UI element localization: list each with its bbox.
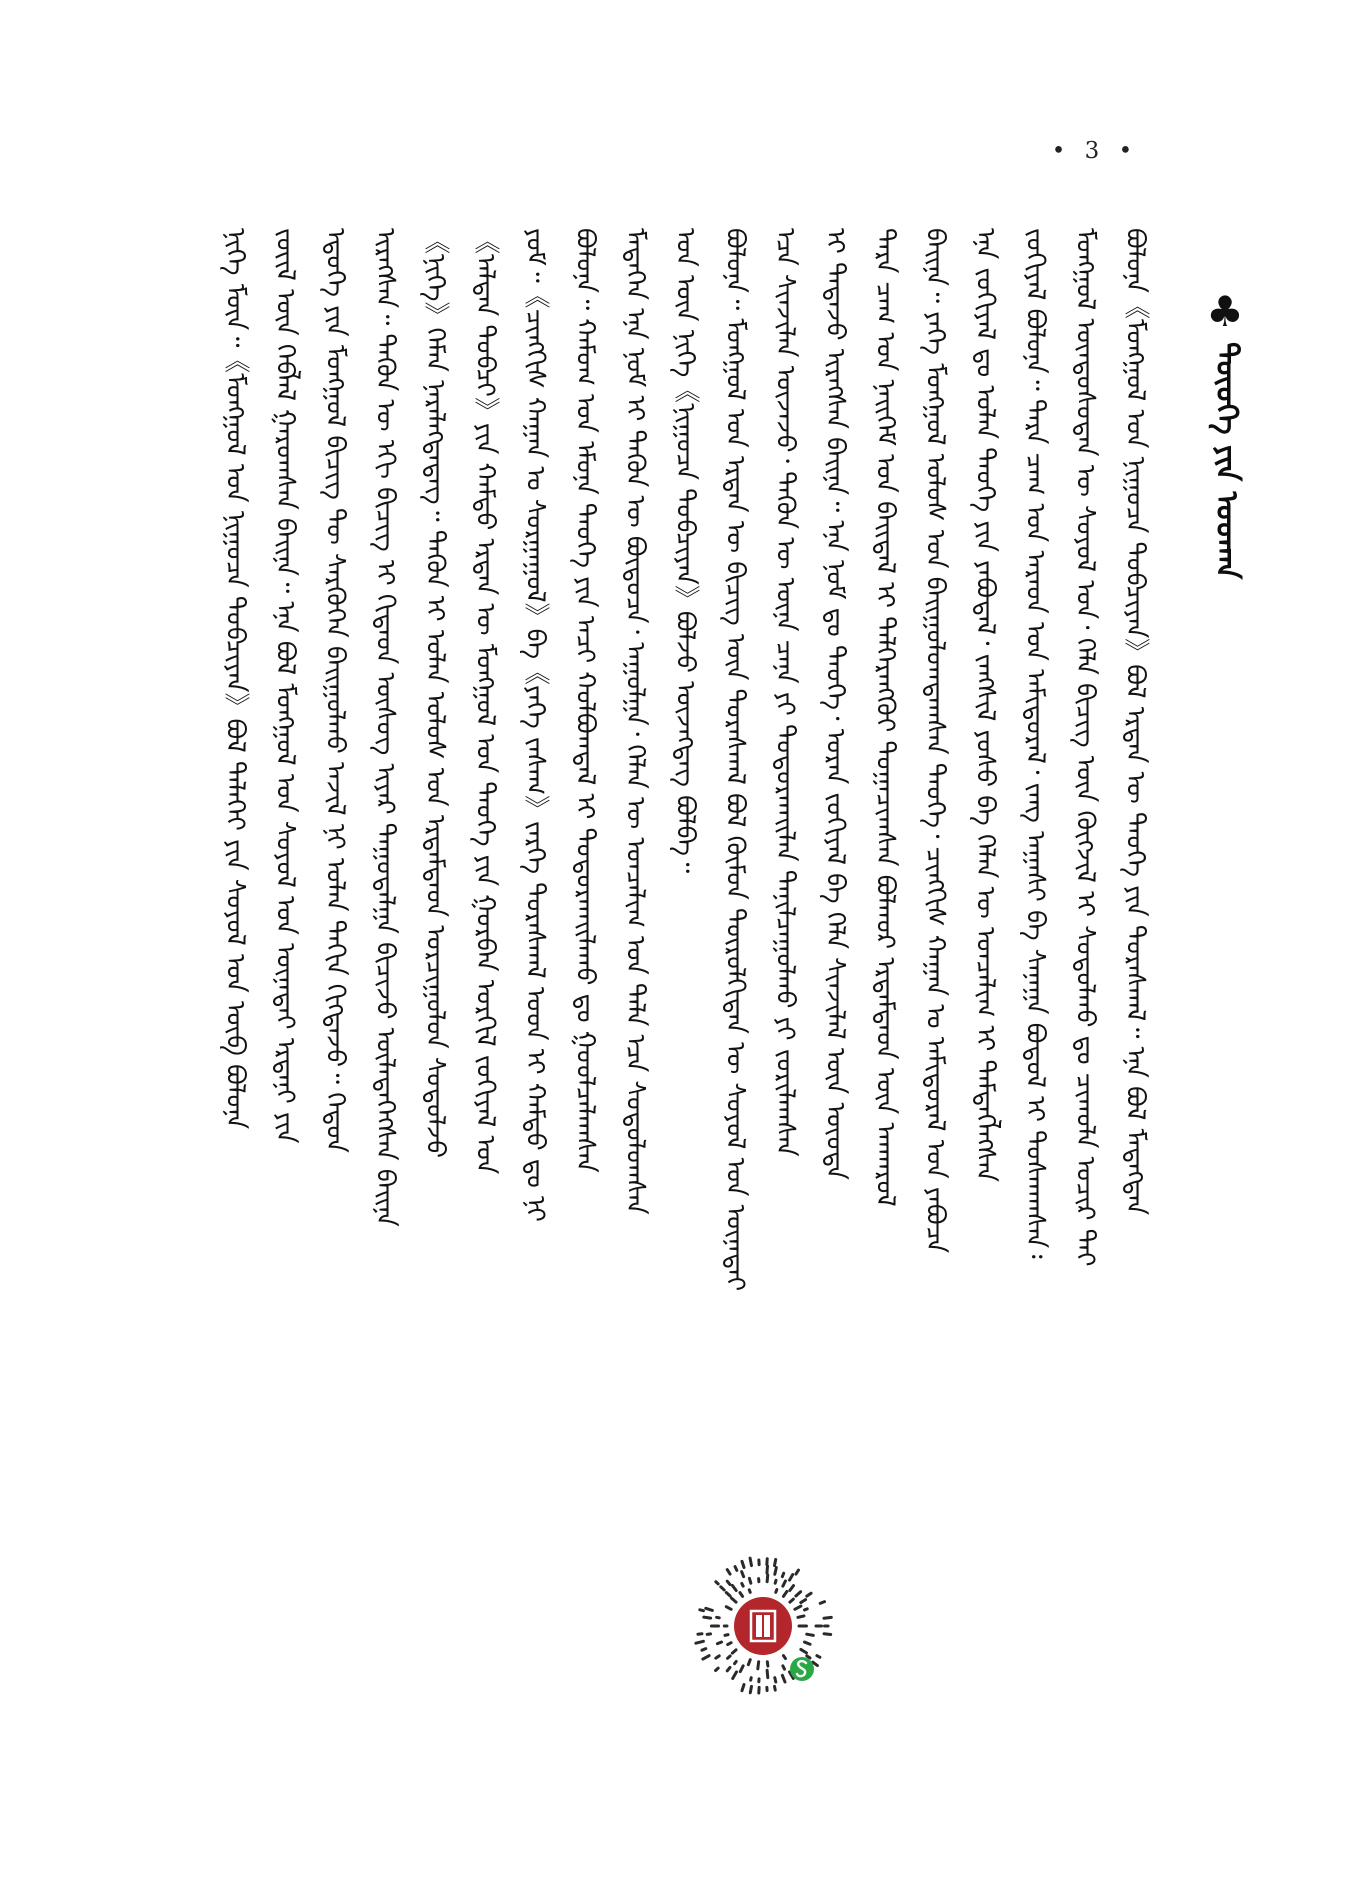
code-dash <box>783 1666 785 1669</box>
code-dash <box>750 1558 751 1566</box>
text-column-15: 《ᠨᠢᠭᠡ》ᠬᠡᠮᠡᠨ ᠨᠡᠷᠡᠯᠡᠭᠳᠡᠳᠡᠭ᠃ ᠲᠡᠭᠦᠨ ᠢ ᠣᠯᠠᠨ ᠤᠯᠤᠰ ᠤᠨ ᠡᠷᠳᠡᠮᠲᠡᠳ ᠣᠷᠴᠢᠭᠤᠯᠤᠨ ᠰᠤᠳᠤᠯᠵᠤ <box>420 228 450 1158</box>
code-dash <box>717 1642 721 1644</box>
section-heading: ᠲᠦᠦᠬᠡ ᠶᠢᠨ ᠤᠳᠬᠠ <box>1209 342 1244 580</box>
code-dash <box>716 1668 719 1670</box>
code-dash <box>727 1667 730 1670</box>
text-column-12: ᠪᠣᠯᠤᠨᠠ᠃ ᠬᠠᠮᠤᠭ ᠤᠨ ᠡᠮᠦᠨᠡ ᠲᠡᠦᠬᠡ ᠶᠢᠨ ᠠᠴᠢ ᠬᠣᠯᠪᠣᠭᠳᠠᠯ ᠢ ᠲᠣᠳᠣᠷᠬᠠᠢᠯᠠᠬᠤ ᠳᠤ ᠭᠣᠣᠯᠴᠠᠯᠠᠭᠰᠠᠨ <box>570 228 600 1173</box>
code-dash <box>742 1684 744 1690</box>
code-dash <box>767 1670 768 1677</box>
code-dash <box>775 1678 776 1682</box>
code-dash <box>706 1608 713 1610</box>
code-dash <box>775 1559 776 1565</box>
text-column-16: ᠢᠷᠡᠭᠰᠡᠨ᠃ ᠲᠡᠭᠦᠨ ᠦ ᠡᠬᠢ ᠪᠢᠴᠢᠭ ᠢ ᠬᠢᠳᠠᠳ ᠦᠰᠦᠭ ᠢᠶᠡᠷ ᠳᠠᠭᠤᠳᠠᠯᠭᠠ ᠪᠢᠴᠢᠵᠦ ᠦᠯᠡᠳᠡᠭᠡᠭᠰᠡᠨ ᠪᠠᠢᠨᠠ <box>370 228 400 1227</box>
code-dash <box>824 1617 831 1618</box>
code-dash <box>742 1583 743 1586</box>
text-column-10: ᠡᠳ ᠦᠨ ᠨᠢᠭᠡ《ᠨᠢᠭᠤᠴᠠ ᠲᠣᠪᠴᠢᠶᠠᠨ》ᠪᠣᠯᠵᠤ ᠦᠵᠡᠭᠳᠡᠭ ᠪᠣᠯᠪᠠ᠃ <box>670 228 700 874</box>
code-dash <box>824 1634 831 1635</box>
code-dash <box>817 1656 820 1658</box>
code-dash <box>740 1593 743 1597</box>
text-column-2: ᠮᠣᠩᠭᠣᠯ ᠦᠨᠳᠦᠰᠦᠲᠡᠨ ᠦ ᠰᠣᠶᠣᠯ ᠤᠨ᠂ ᠬᠡᠯᠡ ᠪᠢᠴᠢᠭ ᠦᠨ ᠬᠦᠭᠵᠢᠯ ᠢ ᠰᠤᠳᠤᠯᠬᠤ ᠳᠤ ᠴᠢᠬᠤᠯᠠ ᠤᠴᠢᠷ ᠲᠠᠢ <box>1070 228 1100 1267</box>
code-dash <box>704 1617 711 1618</box>
code-dash <box>749 1578 750 1583</box>
code-dash <box>700 1610 704 1611</box>
text-column-9: ᠪᠣᠯᠤᠨᠠ᠃ ᠮᠣᠩᠭᠣᠯ ᠤᠨ ᠡᠷᠲᠡᠨ ᠦ ᠪᠢᠴᠢᠭ ᠦᠨ ᠳᠤᠷᠠᠰᠬᠠᠯ ᠪᠣᠯ ᠬᠦᠮᠦᠨ ᠲᠦᠷᠦᠯᠬᠢᠲᠡᠨ ᠦ ᠰᠣᠶᠣᠯ ᠤᠨ ᠦᠨᠡᠲᠡᠢ <box>720 228 750 1292</box>
text-column-7: ᠢ ᠲᠠᠲᠠᠵᠤ ᠢᠷᠡᠭᠰᠡᠨ ᠪᠠᠢᠨᠠ᠃ ᠡᠨᠡ ᠨᠣᠮ ᠳᠤ ᠲᠡᠦᠬᠡ᠂ ᠤᠷᠠᠨ ᠵᠣᠬᠢᠶᠠᠯ ᠪᠠ ᠬᠡᠯᠡ ᠰᠢᠨᠵᠢᠯᠡᠯ ᠦᠨ ᠦᠦᠳᠡ <box>820 228 850 1180</box>
code-dash <box>735 1567 737 1571</box>
text-column-19: ᠨᠢᠭᠡ ᠮᠥᠨ᠃《ᠮᠣᠩᠭᠣᠯ ᠤᠨ ᠨᠢᠭᠤᠴᠠ ᠲᠣᠪᠴᠢᠶᠠᠨ》ᠪᠣᠯ ᠳᠡᠯᠡᠬᠡᠢ ᠶᠢᠨ ᠰᠣᠶᠣᠯ ᠤᠨ ᠥᠪ ᠪᠣᠯᠤᠨᠠ <box>220 228 250 1130</box>
code-dash <box>805 1609 808 1610</box>
code-dash <box>758 1662 759 1669</box>
code-dash <box>748 1660 750 1665</box>
text-column-4: ᠡᠨᠡ ᠵᠣᠬᠢᠶᠠᠯ ᠳᠤ ᠤᠯᠠᠨ ᠲᠡᠦᠬᠡ ᠶᠢᠨ ᠶᠠᠪᠤᠳᠠᠯ᠂ ᠵᠠᠩᠰᠢᠯ ᠶᠣᠰᠤ ᠪᠠ ᠬᠡᠯᠡᠨ ᠦ ᠣᠨᠴᠠᠯᠢᠭ ᠢ ᠲᠡᠮᠳᠡᠭᠯᠡᠭᠰᠡᠨ <box>970 228 1000 1183</box>
code-dash <box>698 1634 702 1635</box>
text-column-18: ᠵᠦᠢᠯ ᠦᠨ ᠬᠡᠪᠯᠡᠯ ᠭᠠᠷᠤᠭᠰᠠᠨ ᠪᠠᠢᠨᠠ᠃ ᠡᠨᠡ ᠪᠣᠯ ᠮᠣᠩᠭᠣᠯ ᠤᠨ ᠰᠣᠶᠣᠯ ᠤᠨ ᠦᠨᠡᠲᠡᠢ ᠡᠷᠳᠡᠨᠢ ᠶᠢᠨ <box>270 228 300 1144</box>
code-dash <box>751 1678 752 1681</box>
code-dash <box>707 1634 710 1635</box>
code-dash <box>776 1590 777 1593</box>
code-dash <box>805 1642 811 1644</box>
code-dash <box>798 1616 804 1617</box>
code-dash <box>767 1566 768 1573</box>
code-dash <box>796 1570 799 1574</box>
text-column-3: ᠵᠣᠬᠢᠶᠠᠯ ᠪᠣᠯᠤᠨᠠ᠃ ᠲᠡᠷᠡ ᠴᠠᠭ ᠤᠨ ᠠᠷᠠᠳ ᠤᠨ ᠠᠮᠢᠳᠤᠷᠠᠯ᠂ ᠵᠠᠩ ᠠᠭᠠᠰᠢ ᠪᠠ ᠰᠠᠨᠠᠭᠠ ᠪᠣᠳᠤᠯ ᠢ ᠲᠤᠰᠬᠠᠭᠰᠠᠨ᠄ <box>1020 228 1050 1259</box>
code-dash <box>749 1590 750 1593</box>
text-column-13: ᠶᠤᠮ᠃《ᠴᠢᠩᠭᠢᠰ ᠬᠠᠭᠠᠨ ᠤ ᠰᠤᠷᠭᠠᠭᠤᠯ》ᠪᠠ《ᠶᠡᠬᠡ ᠵᠠᠰᠠᠭ》ᠵᠡᠷᠭᠡ ᠳᠤᠷᠠᠰᠬᠠᠯ ᠤᠳ ᠢ ᠬᠠᠮᠲᠤ ᠳᠤ ᠨᠢ <box>520 228 550 1222</box>
code-dash <box>775 1568 777 1575</box>
code-dash <box>807 1634 814 1635</box>
code-dash <box>735 1662 737 1664</box>
text-column-1: ᠪᠣᠯᠤᠨᠠ《ᠮᠣᠩᠭᠣᠯ ᠤᠨ ᠨᠢᠭᠤᠴᠠ ᠲᠣᠪᠴᠢᠶᠠᠨ》ᠪᠣᠯ ᠡᠷᠲᠡᠨ ᠦ ᠲᠡᠦᠬᠡ ᠶᠢᠨ ᠳᠤᠷᠠᠰᠬᠠᠯ᠃ ᠡᠨᠡ ᠪᠣᠯ ᠮᠡᠳᠡᠭᠳᠡᠨ <box>1120 228 1150 1216</box>
code-dash <box>696 1641 704 1643</box>
code-dash <box>783 1656 785 1659</box>
code-dash <box>728 1643 731 1645</box>
code-dash <box>767 1575 768 1582</box>
code-dash <box>725 1635 728 1636</box>
code-dash <box>702 1649 706 1651</box>
code-dash <box>782 1573 783 1576</box>
code-dash <box>727 1581 730 1584</box>
code-dash <box>775 1580 776 1583</box>
page-number: • 3 • <box>1051 138 1139 164</box>
code-dash <box>750 1686 751 1692</box>
mini-program-code-icon <box>690 1553 836 1699</box>
text-column-14: 《ᠠᠯᠲᠠᠨ ᠲᠣᠪᠴᠢ》ᠶᠢᠨ ᠬᠠᠮᠲᠤ ᠡᠷᠲᠡᠨ ᠦ ᠮᠣᠩᠭᠣᠯ ᠤᠨ ᠲᠡᠦᠬᠡ ᠶᠢᠨ ᠭᠤᠷᠪᠠᠨ ᠣᠷᠭᠢᠯ ᠵᠣᠬᠢᠶᠠᠯ ᠤᠨ <box>470 228 500 1175</box>
code-dash <box>742 1561 744 1567</box>
code-dash <box>716 1582 718 1584</box>
code-dash <box>728 1656 731 1658</box>
code-dash <box>716 1656 719 1658</box>
code-dash <box>807 1656 810 1658</box>
code-dash <box>775 1686 776 1690</box>
code-dash <box>820 1602 824 1604</box>
code-dash <box>767 1662 768 1666</box>
text-column-6: ᠲᠡᠷᠡ ᠴᠠᠭ ᠤᠨ ᠨᠡᠢᠭᠡᠮ ᠤᠨ ᠪᠠᠢᠳᠠᠯ ᠢ ᠳᠡᠯᠭᠡᠷᠡᠩᠭᠦᠢ ᠲᠣᠭᠠᠴᠢᠭᠰᠠᠨ ᠪᠣᠯᠬᠣᠷ ᠡᠷᠳᠡᠮᠲᠡᠳ ᠦᠨ ᠠᠨᠬᠠᠷᠤᠯ <box>870 228 900 1207</box>
text-column-11: ᠮᠡᠳᠡᠭᠡᠨ ᠡᠨᠡ ᠨᠣᠮ ᠢ ᠲᠡᠭᠦᠨ ᠦ ᠪᠦᠲᠦᠴᠡ᠂ ᠠᠭᠤᠯᠭᠠ᠂ ᠬᠡᠯᠡᠨ ᠦ ᠣᠨᠴᠠᠯᠢᠭ ᠤᠨ ᠲᠠᠯᠠ ᠡᠴᠡ ᠰᠤᠳᠤᠯᠤᠭᠰᠠᠨ <box>620 228 650 1215</box>
text-column-17: ᠡᠳᠦᠭᠡ ᠶᠢᠨ ᠮᠣᠩᠭᠣᠯ ᠪᠢᠴᠢᠭ ᠲᠦ ᠰᠡᠷᠭᠦᠭᠡᠨ ᠪᠠᠢᠭᠤᠯᠬᠤ ᠠᠵᠢᠯ ᠨᠢ ᠣᠯᠠᠨ ᠳᠠᠬᠢᠨ ᠬᠢᠭᠳᠡᠵᠦ᠃ ᠬᠡᠳᠦᠨ <box>320 228 350 1153</box>
code-dash <box>742 1572 744 1577</box>
text-column-5: ᠪᠠᠢᠨᠠ᠃ ᠶᠡᠬᠡ ᠮᠣᠩᠭᠣᠯ ᠤᠯᠤᠰ ᠤᠨ ᠪᠠᠢᠭᠤᠯᠤᠭᠳᠠᠭᠰᠠᠨ ᠲᠡᠦᠬᠡ᠂ ᠴᠢᠩᠭᠢᠰ ᠬᠠᠭᠠᠨ ᠤ ᠠᠮᠢᠳᠤᠷᠠᠯ ᠤᠨ ᠶᠠᠪᠤᠴᠠ <box>920 228 950 1254</box>
text-column-8: ᠡᠴᠡ ᠰᠢᠨᠵᠢᠯᠡᠨ ᠦᠵᠡᠵᠦ᠂ ᠲᠡᠭᠦᠨ ᠦ ᠦᠨᠡ ᠴᠡᠨᠡ ᠶᠢ ᠲᠣᠳᠣᠷᠬᠠᠢᠯᠠᠨ ᠲᠠᠨᠢᠯᠴᠠᠭᠤᠯᠬᠤ ᠶᠢ ᠵᠣᠷᠢᠯᠠᠭᠰᠠᠨ <box>770 228 800 1157</box>
club-icon <box>1203 288 1247 336</box>
